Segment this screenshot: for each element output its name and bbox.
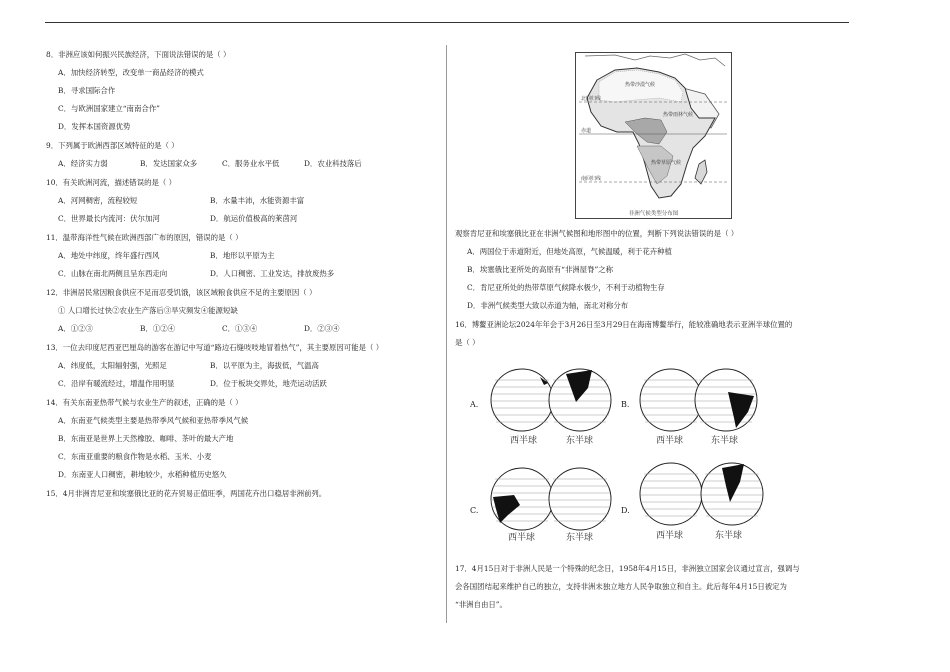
option-d-letter: D. [621,506,630,515]
label-equator: 赤道 [581,128,592,134]
option-d-globes [621,463,763,541]
west-hemisphere-c [491,468,553,530]
question-16 [455,319,847,348]
east-label-b: 东半球 [711,436,739,446]
east-label-c: 东半球 [566,533,594,543]
option-b: B．水量丰沛，水能资源丰富 [210,196,305,205]
west-label-c: 西半球 [508,533,536,543]
question-sub-stem: ① 人口增长过快②农业生产落后③旱灾频发④能源短缺 [58,306,238,315]
question-12 [46,287,438,334]
east-hemisphere-d [701,463,763,525]
question-11 [46,232,438,279]
option-b: B．发达国家众多 [140,159,198,168]
east-hemisphere-b [695,369,757,431]
option-b-letter: B. [621,400,630,409]
west-label-a: 西半球 [510,436,538,446]
option-a-letter: A. [470,400,479,409]
west-hemisphere-d [640,463,702,525]
east-hemisphere-c [549,468,611,530]
question-15-sub [455,228,847,311]
question-stem: 12．非洲居民常因粮食供应不足而忍受饥饿，该区域粮食供应不足的主要原因（ ） [46,288,317,297]
q17-line1: 17．4月15日对于非洲人民是一个特殊的纪念日，1958年4月15日，非洲独立国家会议通过宣言，强调与 [455,564,800,573]
option-c: C．东南亚重要的粮食作物是水稻、玉米、小麦 [58,452,212,461]
q17-line3: “非洲自由日”。 [455,600,507,609]
option-d: D．位于板块交界处，地壳运动活跃 [210,379,327,388]
west-hemisphere-b [640,369,702,431]
question-8 [46,49,438,132]
option-a: A．纬度低，太阳辐射强，光照足 [58,361,167,370]
question-17 [455,563,847,617]
option-a: A．①②③ [58,324,93,333]
map-caption: 非洲气候类型分布图 [628,211,679,217]
question-stem: 观察肯尼亚和埃塞俄比亚在非洲气候图和地形图中的位置，判断下列说法错误的是（ ） [455,229,739,238]
option-c: C．肯尼亚所处的热带草原气候降水极少，不利于动植物生存 [467,283,665,292]
hemisphere-options [470,362,780,552]
option-d: D．非洲气候类型大致以赤道为轴，南北对称分布 [467,301,629,310]
right-column [455,228,847,356]
option-c-letter: C. [470,506,479,515]
option-a: A．地处中纬度，终年盛行西风 [58,251,160,260]
option-c: C．服务业水平低 [222,159,280,168]
option-d: D．发挥本国资源优势 [58,122,131,131]
question-stem: 13．一位去印度尼西亚巴厘岛的游客在游记中写道“路边石缝吱吱地冒着热气”，其主要原因可能是（ ） [46,343,384,352]
west-hemisphere-a [491,369,553,431]
label-savanna: 热带草原气候 [651,160,682,166]
question-stem: 15．4月非洲肯尼亚和埃塞俄比亚的花卉贸易正值旺季，两国花卉出口稳居非洲前列。 [46,489,327,498]
question-stem: 8．非洲应该如何振兴民族经济，下面说法错误的是（ ） [46,50,231,59]
question-9 [46,140,438,169]
question-stem: 10．有关欧洲河流，描述错误的是（ ） [46,178,177,187]
option-a: A．河网稠密，流程较短 [58,196,138,205]
question-stem-cont: 是（ ） [455,338,480,347]
east-hemisphere-a [549,369,611,431]
option-b: B．东南亚是世界上天然橡胶、咖啡、茶叶的最大产地 [58,434,234,443]
question-13 [46,342,438,389]
option-d: D．东南亚人口稠密，耕地较少，水稻种植历史悠久 [58,470,227,479]
question-10 [46,177,438,224]
africa-climate-map [575,52,732,219]
option-c: C．沿岸有暖流经过，增温作用明显 [58,379,175,388]
question-14 [46,397,438,480]
option-b: B．①②④ [140,324,175,333]
east-label-a: 东半球 [566,436,594,446]
column-divider [446,45,447,623]
header-rule [45,22,849,23]
west-label-d: 西半球 [656,531,684,541]
option-c: C．①③④ [222,324,258,333]
question-stem: 14．有关东南亚热带气候与农业生产的叙述，正确的是（ ） [46,398,243,407]
option-b: B．以平原为主，海拔低，气温高 [210,361,319,370]
option-a: A．经济实力弱 [58,159,108,168]
label-rainforest: 热带雨林气候 [663,112,694,118]
question-stem: 9．下列属于欧洲西部区域特征的是（ ） [46,141,179,150]
question-stem: 16．博鳌亚洲论坛2024年年会于3月26日至3月29日在海南博鳌举行，能较准确地表示亚洲半球位置的 [455,320,793,329]
option-c: C．世界最长内流河：伏尔加河 [58,214,160,223]
option-b: B．寻求国际合作 [58,86,116,95]
option-a: A．加快经济转型，改变单一商品经济的模式 [58,68,204,77]
option-a: A．东南亚气候类型主要是热带季风气候和亚热带季风气候 [58,416,249,425]
option-c: C．山脉在南北两侧且呈东西走向 [58,269,168,278]
q17-line2: 会各国团结起来维护自己的独立，支持非洲未独立地方人民争取独立和自主。此后每年4月15日被定为 [455,582,787,591]
question-15 [46,488,438,499]
option-c-globes [470,468,611,543]
option-d: D．②③④ [304,324,340,333]
label-tropic-cancer: 北回归线 [581,96,602,102]
question-stem: 11．温带海洋性气候在欧洲西部广布的原因，错误的是（ ） [46,233,243,242]
label-tropic-capricorn: 南回归线 [581,176,602,182]
option-d: D．人口稠密、工业发达，排放废热多 [210,269,335,278]
option-b: B．地形以平原为主 [210,251,275,260]
option-a-globes [470,369,611,446]
left-column [46,49,438,507]
label-desert: 热带沙漠气候 [625,82,656,88]
option-d: D．航运价值极高的莱茵河 [210,214,298,223]
option-d: D．农业科技落后 [304,159,362,168]
east-label-d: 东半球 [715,531,743,541]
option-a: A．两国位于赤道附近，但地处高原，气候温暖，利于花卉种植 [467,247,672,256]
option-b-globes [621,369,757,446]
west-label-b: 西半球 [656,436,684,446]
option-c: C．与欧洲国家建立“南南合作” [58,104,160,113]
option-b: B．埃塞俄比亚所处的高原有“非洲屋脊”之称 [467,265,614,274]
